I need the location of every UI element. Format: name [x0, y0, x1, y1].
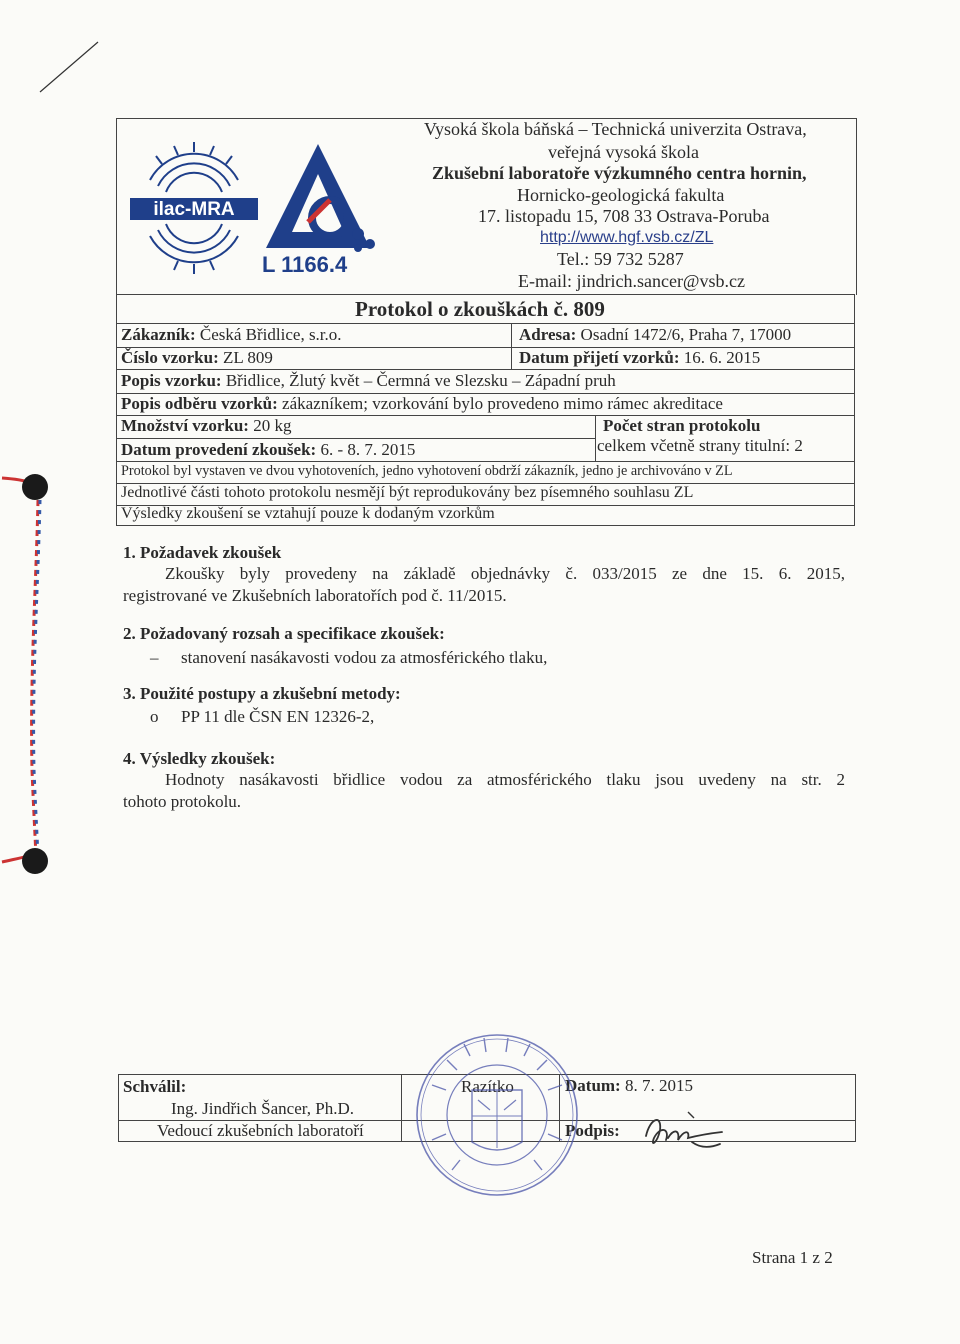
sampling-label: Popis odběru vzorků:	[121, 394, 278, 413]
cai-accreditation-logo	[260, 140, 390, 258]
org-line-2: veřejná vysoká škola	[548, 142, 699, 162]
note-row-1	[116, 462, 855, 484]
sample-no-label: Číslo vzorku:	[121, 348, 219, 367]
sample-description-row	[116, 370, 855, 394]
punch-hole	[22, 848, 48, 874]
approved-label: Schválil:	[123, 1077, 187, 1096]
sample-number-row	[116, 348, 855, 370]
org-line-tel: Tel.: 59 732 5287	[557, 249, 684, 269]
section-1-line-1: Zkoušky byly provedeny na základě objednávky č. 033/2015 ze dne 15. 6. 2015,	[165, 564, 845, 583]
email-link[interactable]: E-mail: jindrich.sancer@vsb.cz	[518, 271, 745, 291]
stamp-label: Razítko	[461, 1077, 514, 1096]
org-line-4: Hornicko-geologická fakulta	[517, 185, 725, 205]
section-4-title: 4. Výsledky zkoušek:	[123, 749, 276, 768]
sample-no-value: ZL 809	[223, 348, 273, 367]
pen-mark	[36, 36, 106, 96]
date-value: 8. 7. 2015	[624, 1076, 693, 1095]
binding-string	[0, 470, 60, 890]
date-label: Datum:	[565, 1076, 621, 1095]
page-number: Strana 1 z 2	[752, 1248, 833, 1267]
note-row-2	[116, 484, 855, 506]
sampling-value: zákazníkem; vzorkování bylo provedeno mimo rámec akreditace	[282, 394, 723, 413]
customer-value: Česká Břidlice, s.r.o.	[199, 325, 342, 344]
received-value: 16. 6. 2015	[683, 348, 761, 367]
punch-hole	[22, 474, 48, 500]
section-4-line-2: tohoto protokolu.	[123, 792, 242, 811]
approver-name: Ing. Jindřich Šancer, Ph.D.	[171, 1099, 354, 1118]
approver-role: Vedoucí zkušebních laboratoří	[157, 1121, 364, 1140]
sample-desc-label: Popis vzorku:	[121, 371, 222, 390]
org-line-5: 17. listopadu 15, 708 33 Ostrava-Poruba	[478, 206, 770, 226]
pages-value: celkem včetně strany titulní: 2	[597, 436, 803, 455]
section-2-title: 2. Požadovaný rozsah a specifikace zkoušek:	[123, 624, 445, 643]
sampling-row	[116, 394, 855, 416]
org-line-1: Vysoká škola báňská – Technická univerzita Ostrava,	[424, 119, 807, 139]
section-2-line-1: stanovení nasákavosti vodou za atmosférického tlaku,	[181, 648, 548, 667]
ilac-mra-logo	[130, 140, 258, 290]
section-3-line-1: PP 11 dle ČSN EN 12326-2,	[181, 707, 375, 726]
laboratory-stamp	[412, 1030, 582, 1200]
quantity-label: Množství vzorku:	[121, 416, 249, 435]
test-date-value: 6. - 8. 7. 2015	[320, 440, 416, 459]
website-link[interactable]: http://www.hgf.vsb.cz/ZL	[540, 229, 714, 246]
signature-label: Podpis:	[565, 1121, 620, 1140]
quantity-row	[116, 416, 855, 462]
note-1: Protokol byl vystaven ve dvou vyhotoveních, jedno vyhotovení obdrží zákazník, jedno je archivováno v ZL	[121, 463, 733, 479]
handwritten-signature	[640, 1108, 730, 1158]
customer-row	[116, 324, 855, 348]
section-1-line-2: registrované ve Zkušebních laboratořích pod č. 11/2015.	[123, 586, 507, 605]
note-3: Výsledky zkoušení se vztahují pouze k dodaným vzorkům	[121, 505, 495, 522]
received-label: Datum přijetí vzorků:	[519, 348, 680, 367]
quantity-value: 20 kg	[253, 416, 292, 435]
test-date-label: Datum provedení zkoušek:	[121, 440, 317, 459]
ilac-mra-text: ilac-MRA	[153, 199, 235, 220]
accreditation-number: L 1166.4	[262, 252, 348, 277]
section-3-bullet: o	[150, 707, 159, 726]
section-3-title: 3. Použité postupy a zkušební metody:	[123, 684, 401, 703]
protocol-title: Protokol o zkouškách č. 809	[355, 297, 605, 321]
section-4-line-1: Hodnoty nasákavosti břidlice vodou za atmosférického tlaku jsou uvedeny na str. 2	[165, 770, 845, 789]
customer-label: Zákazník:	[121, 325, 196, 344]
section-1-title: 1. Požadavek zkoušek	[123, 543, 282, 562]
note-2: Jednotlivé části tohoto protokolu nesmějí být reprodukovány bez písemného souhlasu ZL	[121, 484, 694, 501]
protocol-title-row	[116, 294, 855, 324]
address-label: Adresa:	[519, 325, 577, 344]
pages-label: Počet stran protokolu	[603, 416, 761, 435]
sample-desc-value: Břidlice, Žlutý květ – Čermná ve Slezsku – Západní pruh	[225, 371, 616, 390]
section-2-bullet: –	[150, 648, 159, 667]
address-value: Osadní 1472/6, Praha 7, 17000	[580, 325, 792, 344]
org-line-3: Zkušební laboratoře výzkumného centra hornin,	[432, 163, 807, 183]
note-row-3	[116, 506, 855, 526]
